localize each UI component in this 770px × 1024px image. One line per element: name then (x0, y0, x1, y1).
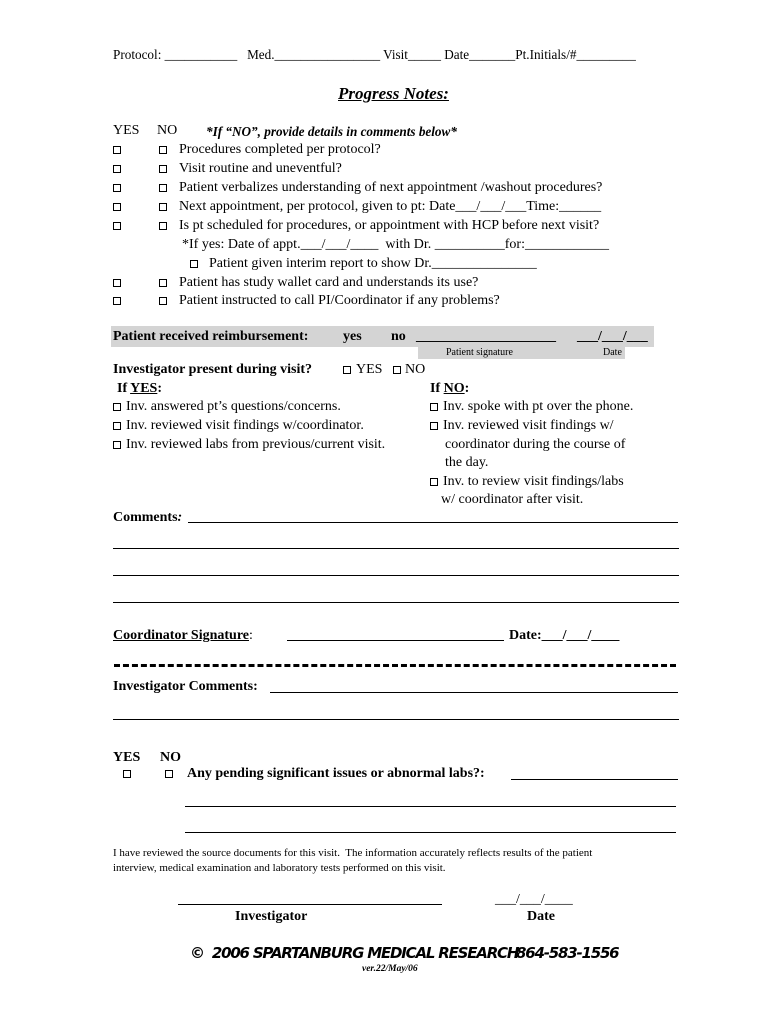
comments-line[interactable] (188, 522, 678, 523)
interim-report-checkbox[interactable] (190, 260, 198, 268)
coordinator-date[interactable]: Date:___/___/____ (509, 628, 620, 643)
reimbursement-no[interactable]: no (391, 329, 406, 344)
checkbox[interactable] (113, 422, 121, 430)
checkbox[interactable] (113, 441, 121, 449)
form-version: ver.22/May/06 (362, 964, 418, 974)
pending-issues-question: Any pending significant issues or abnormal labs?: (187, 766, 485, 781)
checkbox[interactable] (113, 403, 121, 411)
no-checkbox[interactable] (159, 222, 167, 230)
no-checkbox[interactable] (159, 203, 167, 211)
investigator-present-question: Investigator present during visit? (113, 362, 312, 377)
no-checkbox[interactable] (159, 297, 167, 305)
checklist-item-label: Is pt scheduled for procedures, or appointment with HCP before next visit? (179, 218, 600, 233)
comments-line[interactable] (113, 548, 679, 549)
investigator-yes-label: YES (356, 362, 383, 377)
if-yes-heading: If YES: (117, 381, 162, 396)
checklist-item-label: Procedures completed per protocol? (179, 142, 381, 157)
investigator-yes-checkbox[interactable] (343, 366, 351, 374)
date-caption: Date (603, 347, 622, 358)
comments-line[interactable] (113, 575, 679, 576)
if-no-item-label: Inv. spoke with pt over the phone. (443, 399, 634, 414)
review-statement-line2: interview, medical examination and laboratory tests performed on this visit. (113, 862, 446, 874)
footer-copyright: © 2006 SPARTANBURG MEDICAL RESEARCH (190, 944, 519, 962)
patient-signature-caption: Patient signature (446, 347, 513, 358)
pending-details-line[interactable] (185, 832, 676, 833)
investigator-comments-line[interactable] (113, 719, 679, 720)
if-yes-item-label: Inv. reviewed labs from previous/current visit. (126, 437, 386, 452)
pending-yes-header: YES (113, 750, 141, 765)
checkbox[interactable] (430, 403, 438, 411)
checklist-item-label: Visit routine and uneventful? (179, 161, 342, 176)
pending-no-checkbox[interactable] (165, 770, 173, 778)
checklist-item-label: Next appointment, per protocol, given to pt: Date___/___/___Time:______ (179, 199, 602, 214)
no-checkbox[interactable] (159, 279, 167, 287)
signoff-date-caption: Date (527, 909, 555, 924)
signoff-date-line[interactable]: ___/___/____ (495, 892, 573, 907)
pending-yes-checkbox[interactable] (123, 770, 131, 778)
investigator-comments-label: Investigator Comments: (113, 679, 258, 694)
no-checkbox[interactable] (159, 184, 167, 192)
comments-label: Comments: (113, 510, 183, 525)
yes-checkbox[interactable] (113, 297, 121, 305)
checklist-instruction: *If “NO”, provide details in comments below* (206, 124, 457, 139)
coordinator-signature-line[interactable] (287, 640, 504, 641)
appointment-details-line: *If yes: Date of appt.___/___/____ with Dr. __________for:____________ (182, 237, 609, 252)
review-statement-line1: I have reviewed the source documents for this visit. The information accurately reflects results of the patient (113, 847, 593, 859)
pending-details-line[interactable] (185, 806, 676, 807)
if-no-item-label: Inv. reviewed visit findings w/ (443, 418, 614, 433)
interim-report-label: Patient given interim report to show Dr._______________ (209, 256, 537, 271)
if-yes-item-label: Inv. reviewed visit findings w/coordinator. (126, 418, 364, 433)
investigator-no-label: NO (405, 362, 426, 377)
pending-no-header: NO (160, 750, 181, 765)
investigator-signature-caption: Investigator (235, 909, 308, 924)
yes-checkbox[interactable] (113, 146, 121, 154)
reimbursement-yes[interactable]: yes (343, 329, 362, 344)
checklist-item-label: Patient instructed to call PI/Coordinator if any problems? (179, 293, 500, 308)
patient-signature-line[interactable]: ____________________ (416, 329, 556, 344)
no-checkbox[interactable] (159, 165, 167, 173)
yes-checkbox[interactable] (113, 279, 121, 287)
if-no-item-label: Inv. to review visit findings/labs (443, 474, 624, 489)
checklist-item-label: Patient has study wallet card and understands its use? (179, 275, 479, 290)
if-no-heading: If NO: (430, 381, 470, 396)
investigator-comments-line[interactable] (270, 692, 678, 693)
yes-checkbox[interactable] (113, 203, 121, 211)
reimbursement-label: Patient received reimbursement: (113, 329, 309, 344)
checklist-yes-header: YES (113, 123, 140, 138)
if-no-item-label: the day. (445, 455, 489, 470)
if-yes-item-label: Inv. answered pt’s questions/concerns. (126, 399, 341, 414)
reimbursement-date-line[interactable]: ___/___/___ (577, 329, 648, 344)
investigator-no-checkbox[interactable] (393, 366, 401, 374)
header-fields: Protocol: ___________ Med.________________ Visit_____ Date_______Pt.Initials/#_________ (113, 47, 636, 62)
yes-checkbox[interactable] (113, 165, 121, 173)
if-no-item-label: w/ coordinator after visit. (441, 492, 584, 507)
footer-phone: 864-583-1556 (516, 944, 619, 962)
coordinator-signature-label: Coordinator Signature: (113, 628, 253, 643)
yes-checkbox[interactable] (113, 222, 121, 230)
comments-line[interactable] (113, 602, 679, 603)
if-no-item-label: coordinator during the course of (445, 437, 626, 452)
checklist-no-header: NO (157, 123, 178, 138)
no-checkbox[interactable] (159, 146, 167, 154)
pending-issues-line[interactable] (511, 779, 678, 780)
section-divider (114, 664, 676, 667)
yes-checkbox[interactable] (113, 184, 121, 192)
checklist-item-label: Patient verbalizes understanding of next appointment /washout procedures? (179, 180, 603, 195)
investigator-signature-line[interactable] (178, 904, 442, 905)
page-title: Progress Notes: (338, 84, 449, 103)
checkbox[interactable] (430, 478, 438, 486)
checkbox[interactable] (430, 422, 438, 430)
